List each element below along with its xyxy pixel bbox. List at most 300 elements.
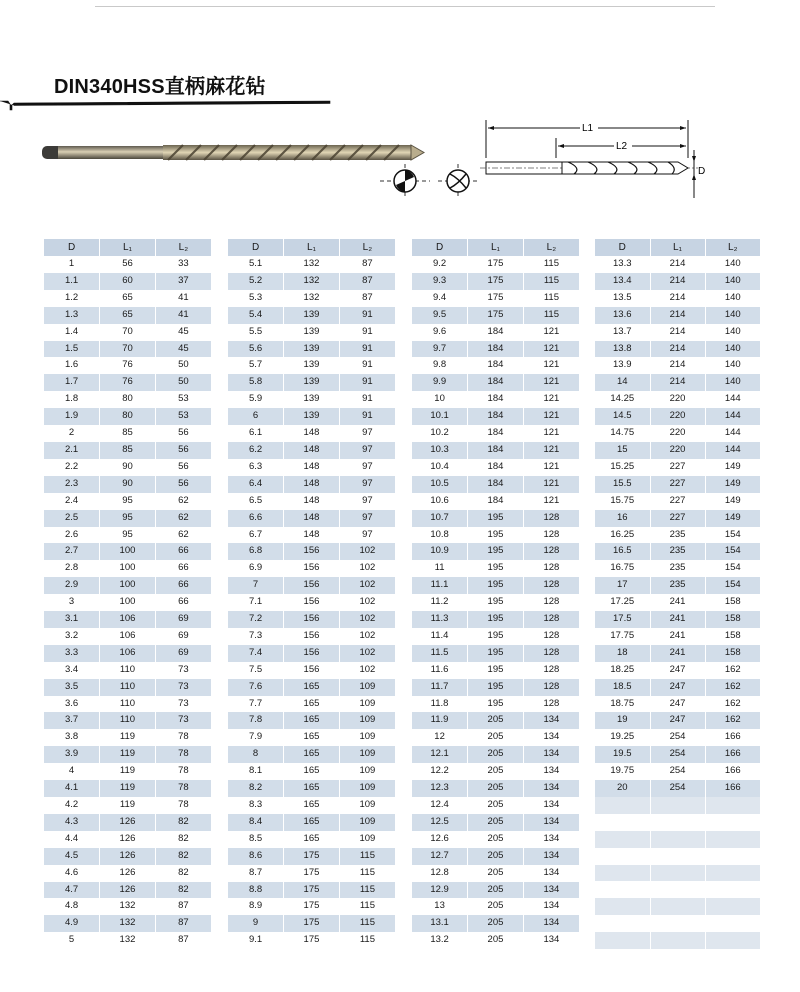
column-header: L₁ [468, 239, 524, 256]
flute-length-cell: 87 [339, 256, 395, 273]
table-row [412, 527, 579, 544]
table-row [44, 256, 211, 273]
diameter-cell: 6.1 [228, 425, 284, 442]
flute-length-cell: 66 [155, 577, 211, 594]
total-length-cell: 184 [468, 493, 524, 510]
flute-length-cell: 128 [523, 543, 579, 560]
total-length-cell: 139 [284, 408, 340, 425]
diameter-cell: 8.3 [228, 797, 284, 814]
total-length-cell: 214 [650, 256, 705, 273]
table-row [228, 932, 395, 949]
total-length-cell: 165 [284, 696, 340, 713]
total-length-cell: 214 [650, 357, 705, 374]
diameter-cell: 15.5 [595, 476, 650, 493]
flute-length-cell: 109 [339, 729, 395, 746]
flute-length-cell: 102 [339, 628, 395, 645]
total-length-cell [650, 814, 705, 831]
diameter-cell: 10.9 [412, 543, 468, 560]
table-row [595, 476, 760, 493]
flute-length-cell: 140 [705, 256, 760, 273]
diameter-cell: 11.4 [412, 628, 468, 645]
flute-length-cell: 134 [523, 865, 579, 882]
diameter-cell: 10.7 [412, 510, 468, 527]
diameter-cell: 12.8 [412, 865, 468, 882]
flute-length-cell: 128 [523, 679, 579, 696]
total-length-cell: 247 [650, 662, 705, 679]
diameter-cell [595, 915, 650, 932]
table-row [44, 797, 211, 814]
total-length-cell: 175 [468, 290, 524, 307]
total-length-cell: 241 [650, 645, 705, 662]
table-row [595, 611, 760, 628]
table-row [595, 645, 760, 662]
table-row [412, 915, 579, 932]
flute-length-cell [705, 814, 760, 831]
table-row [44, 898, 211, 915]
table-row [44, 408, 211, 425]
table-row [412, 442, 579, 459]
table-row [44, 307, 211, 324]
flute-length-cell: 102 [339, 645, 395, 662]
flute-length-cell: 158 [705, 628, 760, 645]
table-row [412, 543, 579, 560]
table-row [228, 746, 395, 763]
total-length-cell: 254 [650, 763, 705, 780]
diameter-cell: 5.8 [228, 374, 284, 391]
total-length-cell: 184 [468, 357, 524, 374]
total-length-cell [650, 865, 705, 882]
flute-length-cell: 73 [155, 662, 211, 679]
flute-length-cell: 109 [339, 814, 395, 831]
table-row [595, 746, 760, 763]
table-row [228, 865, 395, 882]
table-row [44, 746, 211, 763]
table-row [595, 797, 760, 814]
flute-length-cell: 82 [155, 814, 211, 831]
flute-length-cell: 91 [339, 324, 395, 341]
table-row [595, 324, 760, 341]
table-row [44, 493, 211, 510]
total-length-cell: 235 [650, 577, 705, 594]
table-row [44, 696, 211, 713]
diameter-cell: 6.9 [228, 560, 284, 577]
table-row [412, 493, 579, 510]
diameter-cell: 2.3 [44, 476, 100, 493]
diameter-cell: 13.5 [595, 290, 650, 307]
flute-length-cell: 128 [523, 560, 579, 577]
diameter-cell: 13.1 [412, 915, 468, 932]
diameter-cell: 10 [412, 391, 468, 408]
total-length-cell: 165 [284, 780, 340, 797]
diameter-cell: 20 [595, 780, 650, 797]
diameter-cell [595, 865, 650, 882]
flute-length-cell: 97 [339, 493, 395, 510]
table-row [44, 729, 211, 746]
total-length-cell: 254 [650, 746, 705, 763]
diameter-cell: 4.5 [44, 848, 100, 865]
diameter-cell: 13 [412, 898, 468, 915]
flute-length-cell: 134 [523, 797, 579, 814]
total-length-cell: 195 [468, 645, 524, 662]
total-length-cell: 235 [650, 560, 705, 577]
table-row [412, 814, 579, 831]
flute-length-cell: 121 [523, 476, 579, 493]
flute-length-cell: 56 [155, 476, 211, 493]
flute-length-cell: 166 [705, 763, 760, 780]
flute-length-cell: 91 [339, 307, 395, 324]
flute-length-cell: 154 [705, 527, 760, 544]
flute-length-cell: 69 [155, 611, 211, 628]
total-length-cell: 100 [100, 594, 156, 611]
total-length-cell: 247 [650, 696, 705, 713]
flute-length-cell: 69 [155, 645, 211, 662]
table-row [228, 290, 395, 307]
table-row [44, 594, 211, 611]
table-row [44, 273, 211, 290]
flute-length-cell: 78 [155, 780, 211, 797]
diameter-cell: 1.5 [44, 341, 100, 358]
diameter-cell [595, 848, 650, 865]
table-row [595, 307, 760, 324]
table-row [44, 374, 211, 391]
flute-length-cell: 78 [155, 763, 211, 780]
flute-length-cell: 62 [155, 527, 211, 544]
flute-length-cell: 140 [705, 307, 760, 324]
diameter-cell: 4.7 [44, 882, 100, 899]
total-length-cell: 132 [284, 256, 340, 273]
total-length-cell: 175 [284, 848, 340, 865]
total-length-cell: 254 [650, 780, 705, 797]
diameter-cell: 7.3 [228, 628, 284, 645]
flute-length-cell: 45 [155, 324, 211, 341]
flute-length-cell: 53 [155, 391, 211, 408]
total-length-cell: 139 [284, 341, 340, 358]
diameter-cell: 4.3 [44, 814, 100, 831]
flute-length-cell: 128 [523, 696, 579, 713]
total-length-cell: 235 [650, 527, 705, 544]
diameter-cell: 7.8 [228, 712, 284, 729]
total-length-cell: 165 [284, 746, 340, 763]
table-row [44, 442, 211, 459]
diameter-cell: 10.2 [412, 425, 468, 442]
table-row [412, 712, 579, 729]
flute-length-cell: 69 [155, 628, 211, 645]
total-length-cell: 100 [100, 543, 156, 560]
table-row [228, 307, 395, 324]
total-length-cell: 60 [100, 273, 156, 290]
table-row [595, 459, 760, 476]
table-row [412, 662, 579, 679]
total-length-cell: 106 [100, 628, 156, 645]
table-row [228, 493, 395, 510]
total-length-cell: 119 [100, 763, 156, 780]
flute-length-cell: 121 [523, 459, 579, 476]
total-length-cell: 175 [468, 256, 524, 273]
table-row [412, 865, 579, 882]
diameter-cell: 2.9 [44, 577, 100, 594]
table-row [412, 341, 579, 358]
diameter-cell: 4.9 [44, 915, 100, 932]
flute-length-cell: 162 [705, 679, 760, 696]
flute-length-cell: 82 [155, 848, 211, 865]
table-row [228, 763, 395, 780]
flute-length-cell: 162 [705, 696, 760, 713]
diameter-cell: 5.4 [228, 307, 284, 324]
total-length-cell: 110 [100, 662, 156, 679]
flute-length-cell: 109 [339, 831, 395, 848]
table-row [595, 425, 760, 442]
flute-length-cell: 56 [155, 442, 211, 459]
table-row [412, 408, 579, 425]
flute-length-cell: 121 [523, 341, 579, 358]
table-row [412, 763, 579, 780]
table-row [412, 645, 579, 662]
flute-length-cell: 87 [155, 932, 211, 949]
total-length-cell: 165 [284, 729, 340, 746]
flute-length-cell: 140 [705, 357, 760, 374]
diameter-cell: 12.1 [412, 746, 468, 763]
total-length-cell: 165 [284, 679, 340, 696]
diameter-cell: 6.3 [228, 459, 284, 476]
diameter-cell: 9.8 [412, 357, 468, 374]
total-length-cell: 148 [284, 442, 340, 459]
flute-length-cell [705, 797, 760, 814]
table-row [412, 611, 579, 628]
diameter-cell: 2.4 [44, 493, 100, 510]
table-row [228, 628, 395, 645]
total-length-cell: 205 [468, 865, 524, 882]
total-length-cell: 70 [100, 324, 156, 341]
flute-length-cell: 134 [523, 898, 579, 915]
flute-length-cell: 158 [705, 611, 760, 628]
table-row [412, 324, 579, 341]
flute-length-cell: 149 [705, 476, 760, 493]
table-row [595, 662, 760, 679]
table-row [412, 729, 579, 746]
diameter-cell: 3.5 [44, 679, 100, 696]
flute-length-cell: 121 [523, 324, 579, 341]
diameter-cell: 8.2 [228, 780, 284, 797]
total-length-cell: 65 [100, 290, 156, 307]
diameter-cell: 3.4 [44, 662, 100, 679]
diameter-cell: 3.1 [44, 611, 100, 628]
size-table-4 [595, 239, 760, 949]
diameter-cell: 4 [44, 763, 100, 780]
total-length-cell [650, 848, 705, 865]
total-length-cell: 106 [100, 611, 156, 628]
flute-length-cell: 115 [523, 290, 579, 307]
table-row [44, 459, 211, 476]
total-length-cell: 195 [468, 594, 524, 611]
diameter-cell: 1.2 [44, 290, 100, 307]
table-row [412, 425, 579, 442]
flute-length-cell: 87 [155, 915, 211, 932]
total-length-cell: 184 [468, 408, 524, 425]
flute-length-cell: 144 [705, 425, 760, 442]
table-row [412, 273, 579, 290]
total-length-cell: 126 [100, 882, 156, 899]
flute-length-cell: 41 [155, 290, 211, 307]
flute-length-cell [705, 881, 760, 898]
total-length-cell [650, 915, 705, 932]
diameter-cell: 14.75 [595, 425, 650, 442]
total-length-cell: 175 [284, 915, 340, 932]
diameter-cell: 7.9 [228, 729, 284, 746]
table-row [595, 543, 760, 560]
total-length-cell: 195 [468, 543, 524, 560]
diameter-cell: 9.7 [412, 341, 468, 358]
diameter-cell: 11.8 [412, 696, 468, 713]
total-length-cell: 195 [468, 696, 524, 713]
table-row [595, 848, 760, 865]
total-length-cell: 235 [650, 543, 705, 560]
flute-length-cell: 102 [339, 662, 395, 679]
flute-length-cell: 109 [339, 696, 395, 713]
diameter-cell: 13.7 [595, 324, 650, 341]
flute-length-cell: 154 [705, 560, 760, 577]
total-length-cell: 205 [468, 763, 524, 780]
total-length-cell: 205 [468, 898, 524, 915]
flute-length-cell: 121 [523, 442, 579, 459]
total-length-cell: 241 [650, 628, 705, 645]
flute-length-cell: 158 [705, 645, 760, 662]
diameter-cell: 3 [44, 594, 100, 611]
total-length-cell: 195 [468, 679, 524, 696]
table-row [595, 780, 760, 797]
table-row [595, 679, 760, 696]
table-row [228, 645, 395, 662]
table-row [228, 324, 395, 341]
table-row [412, 898, 579, 915]
diameter-cell: 2.2 [44, 459, 100, 476]
title-underline [0, 92, 800, 112]
total-length-cell: 165 [284, 831, 340, 848]
flute-length-cell: 87 [155, 898, 211, 915]
total-length-cell: 175 [284, 865, 340, 882]
table-row [412, 594, 579, 611]
diameter-cell: 13.3 [595, 256, 650, 273]
flute-length-cell: 109 [339, 746, 395, 763]
diameter-cell: 10.3 [412, 442, 468, 459]
table-row [44, 780, 211, 797]
diameter-cell: 15 [595, 442, 650, 459]
total-length-cell: 214 [650, 324, 705, 341]
total-length-cell: 184 [468, 391, 524, 408]
diameter-cell: 2.1 [44, 442, 100, 459]
diameter-cell: 8.9 [228, 898, 284, 915]
table-row [595, 357, 760, 374]
flute-length-cell: 115 [339, 848, 395, 865]
total-length-cell: 156 [284, 560, 340, 577]
diameter-cell: 9.9 [412, 374, 468, 391]
flute-length-cell: 41 [155, 307, 211, 324]
diameter-cell: 6.6 [228, 510, 284, 527]
flute-length-cell [705, 932, 760, 949]
table-row [44, 679, 211, 696]
flute-length-cell: 97 [339, 425, 395, 442]
flute-length-cell: 73 [155, 679, 211, 696]
total-length-cell: 139 [284, 357, 340, 374]
total-length-cell: 227 [650, 476, 705, 493]
table-row [228, 831, 395, 848]
total-length-cell: 195 [468, 611, 524, 628]
total-length-cell: 165 [284, 712, 340, 729]
diameter-cell: 17 [595, 577, 650, 594]
flute-length-cell: 91 [339, 408, 395, 425]
table-row [44, 476, 211, 493]
table-row [412, 831, 579, 848]
flute-length-cell: 134 [523, 814, 579, 831]
total-length-cell: 80 [100, 408, 156, 425]
diameter-cell: 8 [228, 746, 284, 763]
table-header-row [228, 239, 395, 256]
table-row [412, 560, 579, 577]
table-row [228, 577, 395, 594]
table-row [595, 729, 760, 746]
flute-length-cell: 162 [705, 662, 760, 679]
flute-length-cell: 134 [523, 915, 579, 932]
flute-length-cell: 121 [523, 391, 579, 408]
diameter-cell: 12.9 [412, 882, 468, 899]
table-row [44, 915, 211, 932]
flute-length-cell: 50 [155, 374, 211, 391]
flute-length-cell: 121 [523, 425, 579, 442]
table-row [595, 560, 760, 577]
flute-length-cell: 128 [523, 594, 579, 611]
diameter-cell: 2.7 [44, 543, 100, 560]
flute-length-cell: 91 [339, 357, 395, 374]
diameter-cell: 11 [412, 560, 468, 577]
table-row [228, 391, 395, 408]
table-row [44, 645, 211, 662]
flute-length-cell: 134 [523, 932, 579, 949]
diameter-cell: 19.25 [595, 729, 650, 746]
diameter-cell: 1.8 [44, 391, 100, 408]
flute-length-cell: 97 [339, 510, 395, 527]
table-row [595, 712, 760, 729]
total-length-cell: 132 [284, 290, 340, 307]
diameter-cell: 9 [228, 915, 284, 932]
diameter-cell: 1.1 [44, 273, 100, 290]
flute-length-cell: 115 [339, 932, 395, 949]
diameter-cell: 5.9 [228, 391, 284, 408]
diameter-cell: 4.8 [44, 898, 100, 915]
diameter-cell: 9.2 [412, 256, 468, 273]
table-row [228, 712, 395, 729]
table-row [44, 611, 211, 628]
flute-length-cell: 115 [339, 882, 395, 899]
flute-length-cell: 50 [155, 357, 211, 374]
diameter-cell [595, 797, 650, 814]
diameter-cell: 18.75 [595, 696, 650, 713]
flute-length-cell: 62 [155, 510, 211, 527]
total-length-cell: 110 [100, 679, 156, 696]
flute-length-cell: 78 [155, 797, 211, 814]
column-header: L₂ [155, 239, 211, 256]
flute-length-cell: 128 [523, 577, 579, 594]
diameter-cell: 3.8 [44, 729, 100, 746]
total-length-cell: 132 [100, 915, 156, 932]
flute-length-cell: 134 [523, 831, 579, 848]
flute-length-cell: 62 [155, 493, 211, 510]
flute-length-cell: 97 [339, 476, 395, 493]
diameter-cell: 15.25 [595, 459, 650, 476]
diameter-cell: 18.25 [595, 662, 650, 679]
total-length-cell: 205 [468, 712, 524, 729]
diameter-cell: 11.9 [412, 712, 468, 729]
table-row [44, 763, 211, 780]
flute-length-cell: 73 [155, 696, 211, 713]
